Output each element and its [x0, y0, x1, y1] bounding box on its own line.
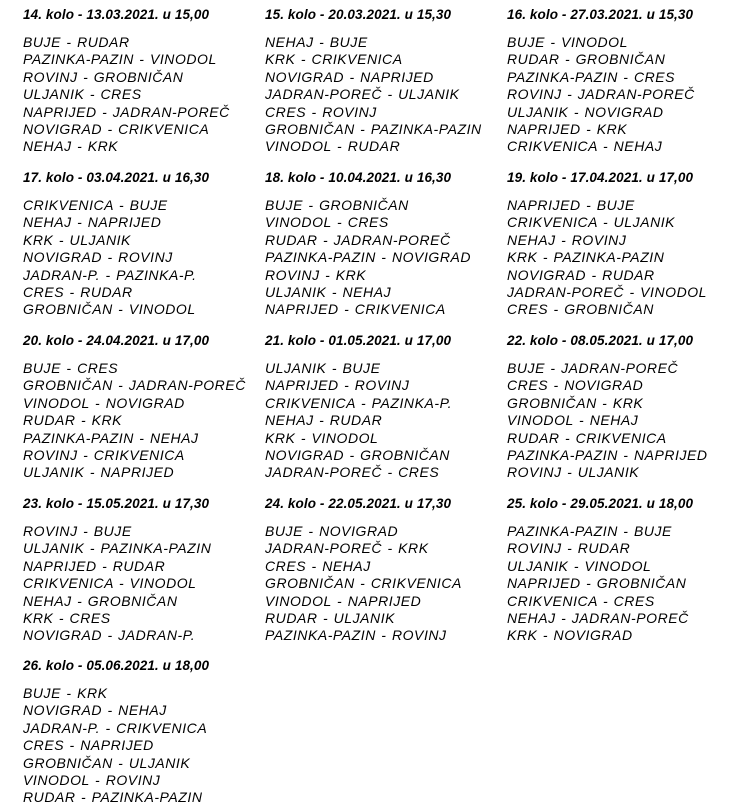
match-list [507, 360, 747, 482]
match-list [265, 34, 505, 156]
match: PAZINKA-PAZIN - NOVIGRAD [265, 249, 472, 266]
match: NEHAJ - BUJE [265, 34, 368, 50]
match: ULJANIK - CRES [23, 86, 142, 103]
match: NEHAJ - JADRAN-POREČ [507, 609, 689, 626]
match: NEHAJ - RUDAR [265, 412, 383, 429]
match: CRIKVENICA - BUJE [23, 197, 168, 213]
match: BUJE - RUDAR [23, 34, 130, 50]
match: JADRAN-POREČ - KRK [265, 540, 429, 557]
match: PAZINKA-PAZIN - NEHAJ [23, 429, 199, 446]
match: RUDAR - GROBNIČAN [507, 51, 666, 68]
match: KRK - CRES [23, 609, 111, 626]
match: NEHAJ - GROBNIČAN [23, 592, 178, 609]
match: KRK - CRIKVENICA [265, 51, 403, 68]
round-17 [23, 170, 263, 319]
match: NOVIGRAD - RUDAR [507, 266, 655, 283]
match: NEHAJ - NAPRIJED [23, 214, 162, 231]
match: GROBNIČAN - ULJANIK [23, 754, 191, 771]
match: CRIKVENICA - PAZINKA-P. [265, 394, 453, 411]
round-26 [23, 658, 263, 807]
match-list [265, 360, 505, 482]
match-list [23, 34, 263, 156]
match: ROVINJ - KRK [265, 266, 367, 283]
match: BUJE - CRES [23, 360, 119, 376]
round-title: 24. kolo - 22.05.2021. u 17,30 [265, 496, 452, 511]
match: CRES - NEHAJ [265, 557, 371, 574]
match: NOVIGRAD - ROVINJ [23, 249, 173, 266]
match: VINODOL - NAPRIJED [265, 592, 422, 609]
match: NAPRIJED - CRIKVENICA [265, 301, 446, 318]
match: GROBNIČAN - PAZINKA-PAZIN [265, 120, 482, 137]
round-title: 23. kolo - 15.05.2021. u 17,30 [23, 496, 210, 511]
match-list [265, 197, 505, 319]
round-22 [507, 333, 747, 482]
match: ULJANIK - NOVIGRAD [507, 103, 664, 120]
match: NEHAJ - KRK [23, 138, 119, 155]
match: GROBNIČAN - JADRAN-POREČ [23, 377, 246, 394]
round-23 [23, 496, 263, 645]
match: GROBNIČAN - KRK [507, 394, 644, 411]
match: ULJANIK - NEHAJ [265, 283, 392, 300]
match: NAPRIJED - JADRAN-POREČ [23, 103, 230, 120]
match: NOVIGRAD - NAPRIJED [265, 68, 434, 85]
match-list [265, 523, 505, 645]
match-list [507, 197, 747, 319]
match-list [507, 34, 747, 156]
match: ROVINJ - BUJE [23, 523, 132, 539]
match: ULJANIK - VINODOL [507, 557, 652, 574]
round-title: 21. kolo - 01.05.2021. u 17,00 [265, 333, 452, 348]
match: VINODOL - NEHAJ [507, 412, 639, 429]
match: BUJE - VINODOL [507, 34, 628, 50]
round-24 [265, 496, 505, 645]
match: VINODOL - CRES [265, 214, 389, 231]
match: NOVIGRAD - NEHAJ [23, 702, 167, 719]
match: CRES - GROBNIČAN [507, 301, 654, 318]
match: BUJE - JADRAN-POREČ [507, 360, 679, 376]
match-list [23, 360, 263, 482]
match: RUDAR - JADRAN-POREČ [265, 231, 451, 248]
round-25 [507, 496, 747, 645]
round-20 [23, 333, 263, 482]
match: PAZINKA-PAZIN - VINODOL [23, 51, 217, 68]
round-title: 22. kolo - 08.05.2021. u 17,00 [507, 333, 694, 348]
match: CRES - RUDAR [23, 283, 133, 300]
match: RUDAR - ULJANIK [265, 609, 396, 626]
round-14 [23, 7, 263, 156]
round-title: 26. kolo - 05.06.2021. u 18,00 [23, 658, 210, 673]
match: PAZINKA-PAZIN - BUJE [507, 523, 672, 539]
round-title: 20. kolo - 24.04.2021. u 17,00 [23, 333, 210, 348]
round-title: 18. kolo - 10.04.2021. u 16,30 [265, 170, 452, 185]
match: CRES - NAPRIJED [23, 737, 154, 754]
match: ROVINJ - JADRAN-POREČ [507, 86, 695, 103]
match: JADRAN-POREČ - VINODOL [507, 283, 708, 300]
match: ULJANIK - PAZINKA-PAZIN [23, 540, 212, 557]
match: BUJE - GROBNIČAN [265, 197, 409, 213]
match: KRK - NOVIGRAD [507, 627, 633, 644]
match: GROBNIČAN - CRIKVENICA [265, 575, 462, 592]
match: VINODOL - ROVINJ [23, 771, 161, 788]
match-list [23, 523, 263, 645]
match: CRIKVENICA - VINODOL [23, 575, 197, 592]
match: ROVINJ - ULJANIK [507, 464, 640, 481]
match: JADRAN-P. - PAZINKA-P. [23, 266, 197, 283]
match: JADRAN-POREČ - ULJANIK [265, 86, 460, 103]
match-list [23, 197, 263, 319]
match: NAPRIJED - RUDAR [23, 557, 166, 574]
match: NOVIGRAD - CRIKVENICA [23, 120, 210, 137]
match: CRES - ROVINJ [265, 103, 377, 120]
match: RUDAR - CRIKVENICA [507, 429, 667, 446]
match: ULJANIK - BUJE [265, 360, 381, 376]
round-title: 15. kolo - 20.03.2021. u 15,30 [265, 7, 452, 22]
round-21 [265, 333, 505, 482]
match: CRES - NOVIGRAD [507, 377, 644, 394]
round-title: 25. kolo - 29.05.2021. u 18,00 [507, 496, 694, 511]
match: ROVINJ - RUDAR [507, 540, 631, 557]
match: VINODOL - NOVIGRAD [23, 394, 185, 411]
match: KRK - ULJANIK [23, 231, 131, 248]
match: KRK - PAZINKA-PAZIN [507, 249, 665, 266]
match: RUDAR - KRK [23, 412, 123, 429]
match: RUDAR - PAZINKA-PAZIN [23, 789, 203, 806]
match: ROVINJ - GROBNIČAN [23, 68, 184, 85]
round-15 [265, 7, 505, 156]
match: VINODOL - RUDAR [265, 138, 401, 155]
match: ULJANIK - NAPRIJED [23, 464, 175, 481]
match: CRIKVENICA - CRES [507, 592, 655, 609]
match: ROVINJ - CRIKVENICA [23, 446, 185, 463]
match-list [507, 523, 747, 645]
match: KRK - VINODOL [265, 429, 379, 446]
match: BUJE - NOVIGRAD [265, 523, 399, 539]
round-title: 16. kolo - 27.03.2021. u 15,30 [507, 7, 694, 22]
match: NEHAJ - ROVINJ [507, 231, 627, 248]
round-title: 14. kolo - 13.03.2021. u 15,00 [23, 7, 210, 22]
match: CRIKVENICA - NEHAJ [507, 138, 663, 155]
round-19 [507, 170, 747, 319]
match: JADRAN-POREČ - CRES [265, 464, 440, 481]
match: BUJE - KRK [23, 685, 108, 701]
round-16 [507, 7, 747, 156]
match: NAPRIJED - ROVINJ [265, 377, 410, 394]
match: NAPRIJED - KRK [507, 120, 628, 137]
match: CRIKVENICA - ULJANIK [507, 214, 676, 231]
match: PAZINKA-PAZIN - CRES [507, 68, 676, 85]
match: PAZINKA-PAZIN - ROVINJ [265, 627, 447, 644]
match: PAZINKA-PAZIN - NAPRIJED [507, 446, 708, 463]
match: NAPRIJED - GROBNIČAN [507, 575, 687, 592]
match: NOVIGRAD - JADRAN-P. [23, 627, 196, 644]
round-18 [265, 170, 505, 319]
match: NAPRIJED - BUJE [507, 197, 635, 213]
round-title: 17. kolo - 03.04.2021. u 16,30 [23, 170, 210, 185]
round-title: 19. kolo - 17.04.2021. u 17,00 [507, 170, 694, 185]
match: NOVIGRAD - GROBNIČAN [265, 446, 450, 463]
match-list [23, 685, 263, 807]
match: JADRAN-P. - CRIKVENICA [23, 719, 208, 736]
match: GROBNIČAN - VINODOL [23, 301, 196, 318]
